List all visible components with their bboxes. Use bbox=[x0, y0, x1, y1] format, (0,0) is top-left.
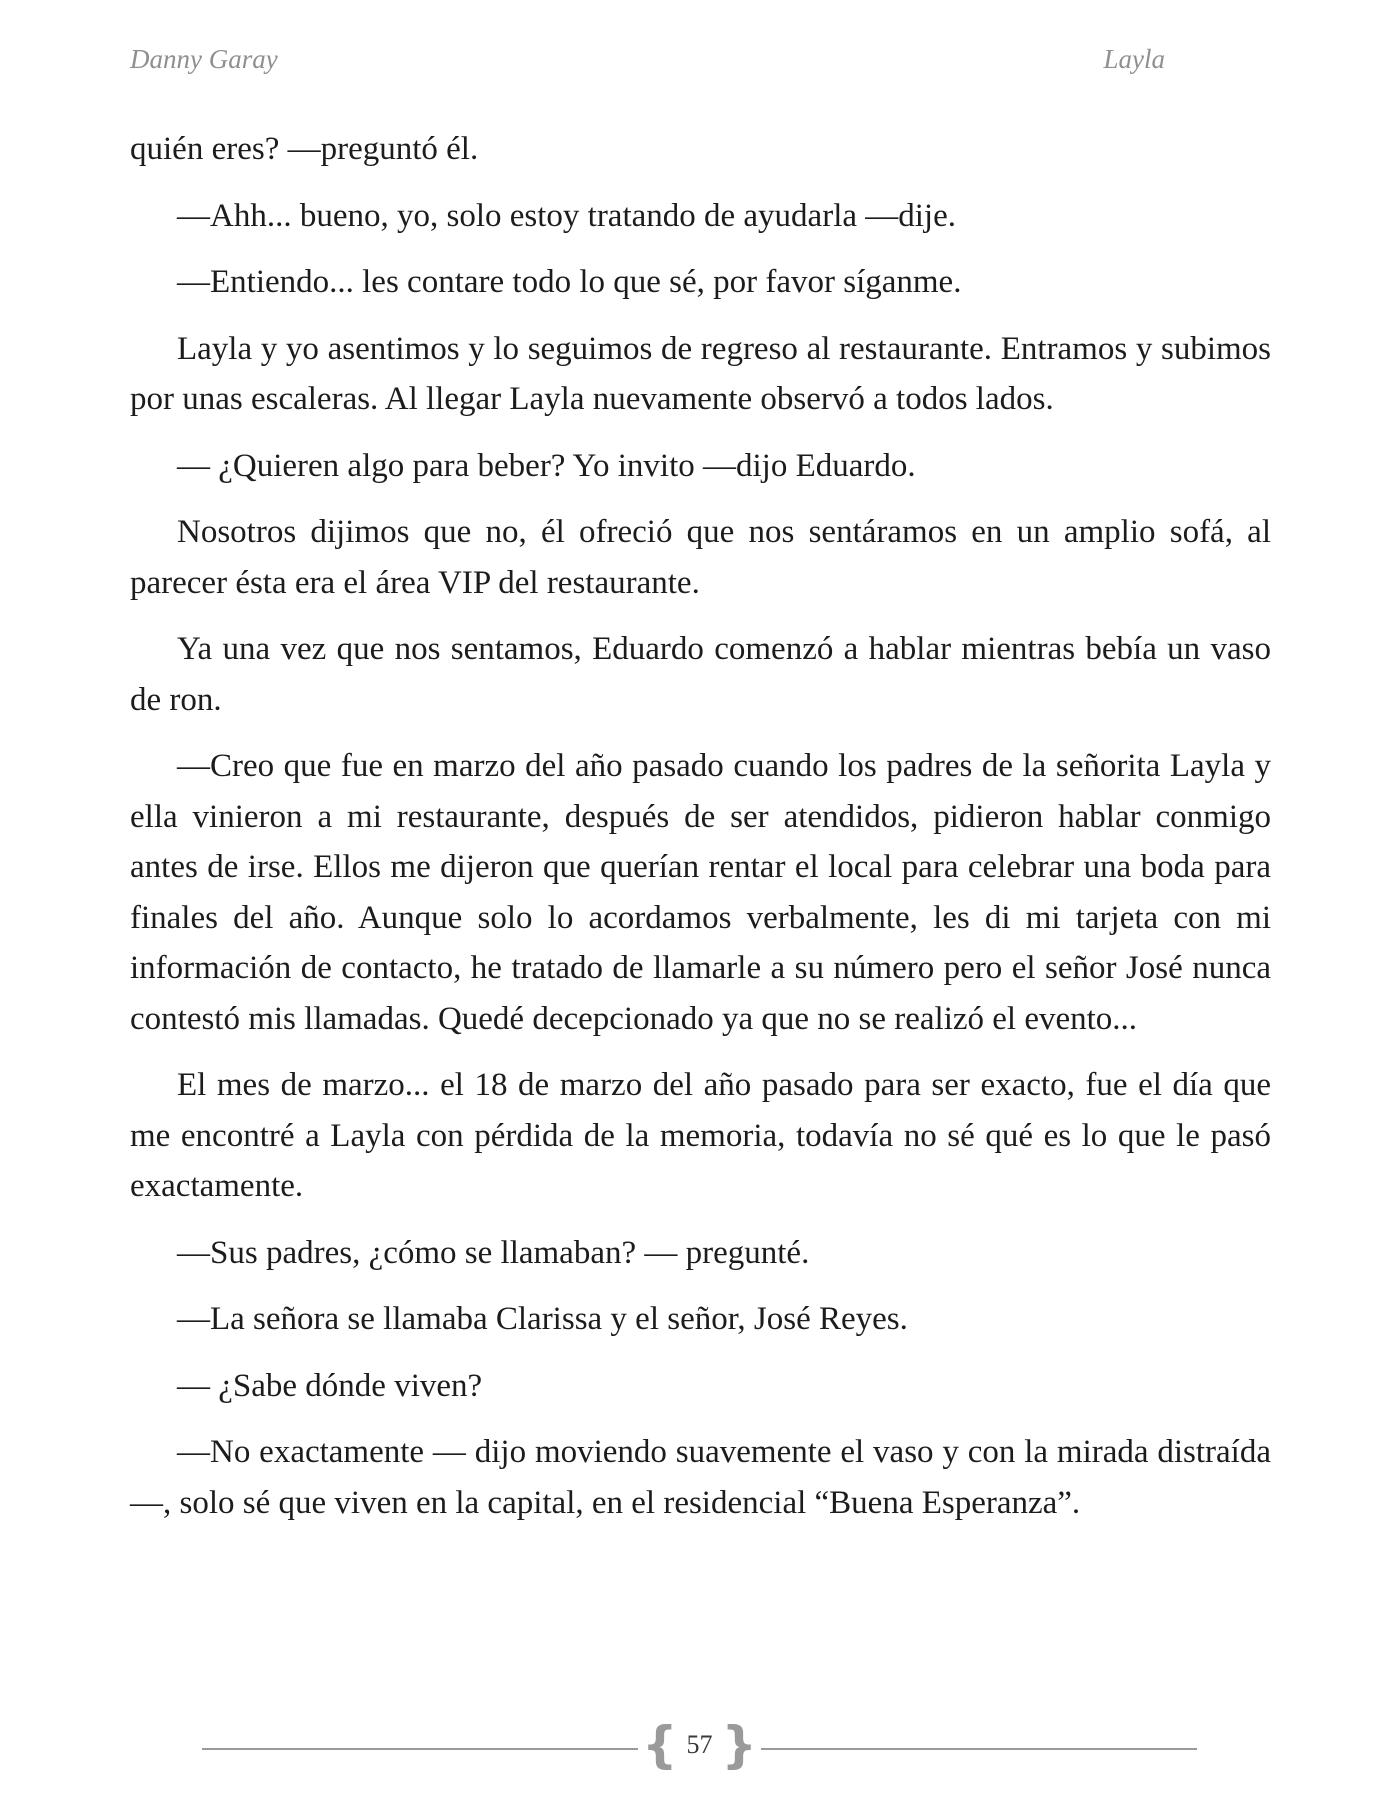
paragraph: — ¿Quieren algo para beber? Yo invito —dijo Eduardo. bbox=[177, 447, 916, 484]
paragraph: —Sus padres, ¿cómo se llamaban? — pregunté. bbox=[177, 1234, 810, 1271]
paragraph: quién eres? —preguntó él. bbox=[130, 131, 479, 167]
paragraph: El mes de marzo... el 18 de marzo del año pasado para ser exacto, fue el día que me encontré a Layla con pérdida de la memoria, todavía no sé qué es lo que le pasó exactamente. bbox=[130, 1067, 1271, 1204]
paragraph: —La señora se llamaba Clarissa y el señor, José Reyes. bbox=[177, 1301, 908, 1337]
page-number: 57 bbox=[686, 1730, 713, 1759]
paragraph: Layla y yo asentimos y lo seguimos de regreso al restaurante. Entramos y subimos por unas escaleras. Al llegar Layla nuevamente observó a todos lados. bbox=[130, 330, 1271, 417]
header-author: Danny Garay bbox=[130, 44, 278, 74]
paragraph: Nosotros dijimos que no, él ofreció que nos sentáramos en un amplio sofá, al parecer ésta era el área VIP del restaurante. bbox=[130, 514, 1271, 601]
paragraph: —No exactamente — dijo moviendo suavemente el vaso y con la mirada distraída—, solo sé que viven en la capital, en el residencial “Buena Esperanza”. bbox=[130, 1434, 1271, 1521]
page-header bbox=[130, 44, 1165, 84]
page-footer bbox=[202, 1716, 1197, 1776]
paragraph: — ¿Sabe dónde viven? bbox=[177, 1367, 483, 1404]
paragraph: —Ahh... bueno, yo, solo estoy tratando de ayudarla —dije. bbox=[177, 197, 956, 234]
header-book-title: Layla bbox=[1103, 44, 1165, 74]
left-bracket-icon: { bbox=[642, 1716, 678, 1774]
body-text bbox=[130, 124, 1271, 1544]
right-bracket-icon: } bbox=[721, 1716, 757, 1774]
paragraph: Ya una vez que nos sentamos, Eduardo comenzó a hablar mientras bebía un vaso de ron. bbox=[130, 631, 1271, 718]
paragraph: —Entiendo... les contare todo lo que sé, por favor síganme. bbox=[177, 264, 962, 300]
footer-rule-right bbox=[761, 1748, 1197, 1750]
paragraph: —Creo que fue en marzo del año pasado cuando los padres de la señorita Layla y ella vinieron a mi restaurante, después de ser atendidos, pidieron hablar conmigo antes de irse. Ellos me dijeron que querían rentar el local para celebrar una boda para finales del año. Aunque solo lo acordamos verbalmente, les di mi tarjeta con mi información de contacto, he tratado de llamarle a su número pero el señor José nunca contestó mis llamadas. Quedé decepcionado ya que no se realizó el evento... bbox=[130, 748, 1271, 1037]
